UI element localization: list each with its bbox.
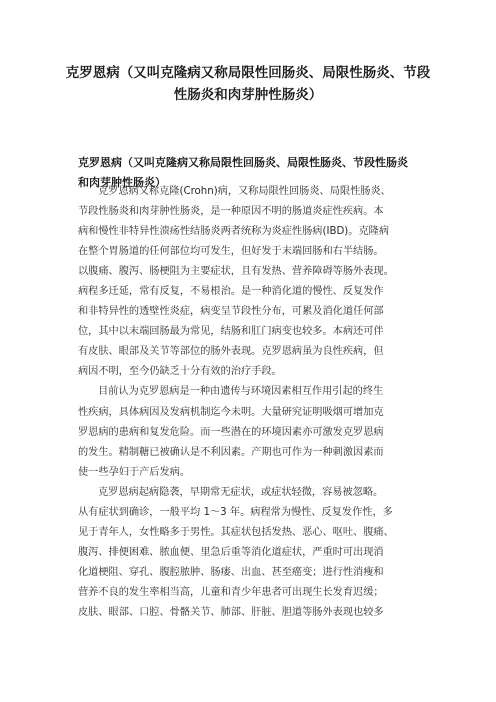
- body-text: [78, 182, 438, 623]
- paragraph-3-line: 皮肤、眼部、口腔、骨骼关节、肺部、肝脏、胆道等肠外表现也较多: [78, 606, 384, 618]
- paragraph-2-line: 罗恩病的患病和复发危险。而一些潜在的环境因素亦可激发克罗恩病: [78, 426, 384, 438]
- paragraph-3-line: 见于青年人，女性略多于男性。其症状包括发热、恶心、呕吐、腹痛、: [78, 526, 394, 538]
- paragraph-1-line: 病因不明，至今仍缺乏十分有效的治疗手段。: [78, 366, 282, 378]
- paragraph-3-line: 克罗恩病起病隐袭，早期常无症状，或症状轻微，容易被忽略。: [98, 486, 384, 498]
- document-title-line: 克罗恩病（又叫克隆病又称局限性回肠炎、局限性肠炎、节段: [65, 65, 431, 81]
- paragraph-1-line: 在整个胃肠道的任何部位均可发生，但好发于末端回肠和右半结肠。: [78, 246, 384, 258]
- paragraph-3-line: 营养不良的发生率相当高，儿童和青少年患者可出现生长发育迟缓；: [78, 586, 384, 598]
- paragraph-2-line: 目前认为克罗恩病是一种由遗传与环境因素相互作用引起的终生: [98, 386, 384, 398]
- section-heading-line: 和肉芽肿性肠炎）: [78, 176, 166, 189]
- paragraph-1-line: 位，其中以末端回肠最为常见，结肠和肛门病变也较多。本病还可伴: [78, 326, 384, 338]
- paragraph-1-line: 有皮肤、眼部及关节等部位的肠外表现。克罗恩病虽为良性疾病，但: [78, 346, 384, 358]
- paragraph-1-line: 病程多迁延，常有反复，不易根治。是一种消化道的慢性、反复发作: [78, 286, 384, 298]
- paragraph-3-line: 从有症状到确诊，一般平均 1～3 年。病程常为慢性、反复发作性，多: [78, 506, 393, 518]
- document-title-line: 性肠炎和肉芽肿性肠炎）: [173, 87, 323, 103]
- paragraph-3-line: 化道梗阻、穿孔、腹腔脓肿、肠瘘、出血、甚至癌变；进行性消瘦和: [78, 566, 384, 578]
- paragraph-1-line: 以腹痛、腹泻、肠梗阻为主要症状，且有发热、营养障碍等肠外表现。: [78, 266, 394, 278]
- paragraph-1-line: 克罗恩病又称克隆(Crohn)病，又称局限性回肠炎、局限性肠炎、: [98, 186, 391, 197]
- document-title: [60, 62, 436, 106]
- paragraph-3-line: 腹泻、排便困难、脓血便、里急后重等消化道症状，严重时可出现消: [78, 546, 384, 558]
- paragraph-1-line: 病和慢性非特异性溃疡性结肠炎两者统称为炎症性肠病(IBD)。克隆病: [78, 226, 390, 238]
- paragraph-2-line: 使一些孕妇于产后发病。: [78, 466, 191, 478]
- paragraph-1-line: 和非特异性的透壁性炎症，病变呈节段性分布，可累及消化道任何部: [78, 306, 384, 318]
- paragraph-1-line: 节段性肠炎和肉芽肿性肠炎，是一种原因不明的肠道炎症性疾病。本: [78, 206, 384, 218]
- paragraph-2-line: 的发生。精制糖已被确认是不利因素。产期也可作为一种刺激因素而: [78, 446, 384, 458]
- paragraph-2-line: 性疾病，具体病因及发病机制迄今未明。大量研究证明吸烟可增加克: [78, 406, 384, 418]
- section-heading-line: 克罗恩病（又叫克隆病又称局限性回肠炎、局限性肠炎、节段性肠炎: [78, 156, 408, 169]
